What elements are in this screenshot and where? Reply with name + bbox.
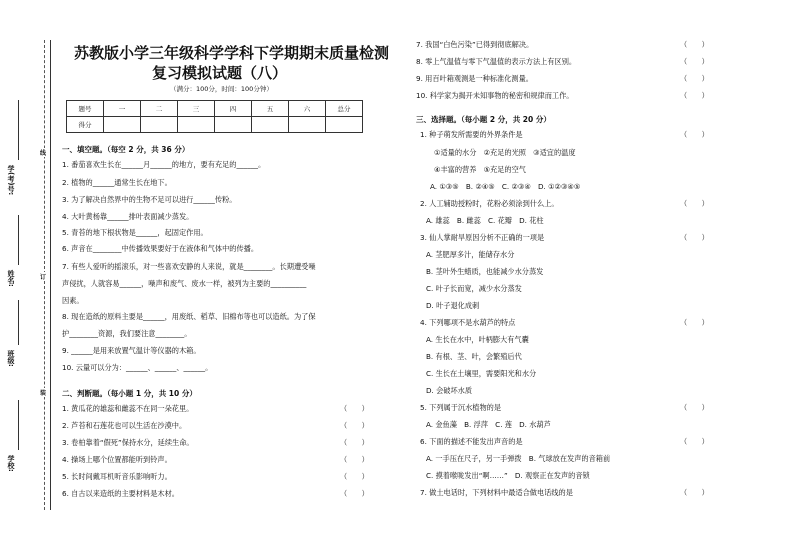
answer-parens[interactable]: （ ）: [340, 404, 369, 413]
fill-question: 2. 植物的______通常生长在地下。: [62, 178, 172, 187]
answer-parens[interactable]: （ ）: [680, 130, 709, 139]
choice-option: B. 茎叶外生蜡质，也能减少水分蒸发: [426, 267, 544, 276]
binding-solid-line: [50, 40, 51, 510]
choice-option: ①适量的水分 ②充足的光照 ③适宜的温度: [434, 148, 576, 157]
choice-question: 2. 人工辅助授粉时，花粉必须涂到什么上。: [420, 199, 559, 208]
score-table-score-row: [67, 117, 363, 133]
choice-option: A. ①③⑤ B. ②④⑤ C. ②③④ D. ①②③④⑤: [430, 182, 581, 191]
choice-option: C. 叶子长而宽，减少水分蒸发: [426, 284, 522, 293]
answer-parens[interactable]: （ ）: [680, 74, 709, 83]
fill-question: 6. 声音在________中传播效果要好于在液体和气体中的传播。: [62, 244, 259, 253]
choice-option: C. 摸着喉咙发出“啊……” D. 观察正在发声的音锁: [426, 471, 590, 480]
answer-parens[interactable]: （ ）: [340, 455, 369, 464]
fill-question: 1. 番茄喜欢生长在______月______的地方，要有充足的______。: [62, 160, 266, 169]
choice-option: C. 生长在土壤里，需要阳光和水分: [426, 369, 537, 378]
score-head-cell: 二: [141, 101, 178, 117]
choice-option: A. 雄蕊 B. 雌蕊 C. 花瓣 D. 花柱: [426, 216, 544, 225]
judge-question: 5. 长时间戴耳机听音乐影响听力。: [62, 472, 172, 481]
judge-question: 4. 操场上哪个位置都能听到铃声。: [62, 455, 172, 464]
choice-question: 6. 下面的描述不能发出声音的是: [420, 437, 523, 446]
fill-question: 10. 云量可以分为：______、______、______。: [62, 363, 213, 372]
answer-parens[interactable]: （ ）: [680, 91, 709, 100]
choice-option: A. 生长在水中，叶柄膨大有气囊: [426, 335, 529, 344]
judge-question: 10. 科学家为揭开未知事物的秘密和规律而工作。: [416, 91, 574, 100]
judge-question: 6. 自古以来造纸的主要材料是木材。: [62, 489, 179, 498]
fill-question: 7. 有些人爱听的摇滚乐，对一些喜欢安静的人来说，就是________。长期遭受噪: [62, 262, 316, 271]
score-head-cell: 一: [104, 101, 141, 117]
choice-option: D. 会破坏水质: [426, 386, 473, 395]
score-cell[interactable]: [289, 117, 326, 133]
answer-parens[interactable]: （ ）: [680, 199, 709, 208]
name-blank: [18, 215, 19, 265]
id-label: 学(考)号:: [7, 165, 15, 196]
choice-question: 1. 种子萌发所需要的外界条件是: [420, 130, 523, 139]
score-head-cell: 总分: [326, 101, 363, 117]
score-head-cell: 五: [252, 101, 289, 117]
choice-option: A. 茎肥厚多汁，能储存水分: [426, 250, 515, 259]
answer-parens[interactable]: （ ）: [680, 233, 709, 242]
school-blank: [18, 400, 19, 450]
answer-parens[interactable]: （ ）: [680, 488, 709, 497]
binding-margin: [0, 0, 52, 548]
score-cell[interactable]: [104, 117, 141, 133]
judge-question: 8. 零上气温值与零下气温值的表示方法上有区别。: [416, 57, 577, 66]
fill-question-cont: 护________资源，我们要注意________。: [62, 329, 192, 338]
exam-subtitle: 复习模拟试题（八）: [152, 64, 288, 82]
fill-question: 8. 现在造纸的原料主要是______，用废纸、稻草、旧棉布等也可以造纸。为了保: [62, 312, 316, 321]
fill-question-cont: 因素。: [62, 296, 84, 305]
answer-parens[interactable]: （ ）: [340, 489, 369, 498]
class-label: 班级:: [7, 350, 15, 367]
fill-question-cont: 声侵扰，人就容易______，噪声和废气、废水一样，被列为主要的__________: [62, 279, 307, 288]
school-label: 学校:: [7, 455, 15, 472]
id-blank: [18, 100, 19, 160]
fill-question: 5. 青苔的地下根状物是______，起固定作用。: [62, 228, 208, 237]
choice-option: A. 金鱼藻 B. 浮萍 C. 莲 D. 水葫芦: [426, 420, 551, 429]
score-head-cell: 六: [289, 101, 326, 117]
score-cell[interactable]: [141, 117, 178, 133]
score-cell[interactable]: [326, 117, 363, 133]
score-table: [66, 100, 363, 133]
answer-parens[interactable]: （ ）: [340, 438, 369, 447]
judge-question: 1. 黄瓜花的雄蕊和雌蕊不在同一朵花里。: [62, 404, 194, 413]
score-head-cell: 四: [215, 101, 252, 117]
answer-parens[interactable]: （ ）: [680, 403, 709, 412]
answer-parens[interactable]: （ ）: [680, 57, 709, 66]
choice-question: 7. 做土电话时，下列材料中最适合做电话线的是: [420, 488, 573, 497]
judge-question: 7. 我国“白色污染”已得到彻底解决。: [416, 40, 534, 49]
choice-option: A. 一手压在尺子，另一手弹拨 B. 气球放在发声的音箱前: [426, 454, 611, 463]
bind-mark-ding: 订: [40, 274, 47, 281]
fill-question: 9. ______是用来放置气温计等仪器的木箱。: [62, 346, 201, 355]
judge-question: 3. 卷柏靠着“假死”保持水分，延续生命。: [62, 438, 194, 447]
answer-parens[interactable]: （ ）: [340, 472, 369, 481]
exam-note: （满分：100分，时间：100分钟）: [170, 85, 273, 93]
score-head-cell: 题号: [67, 101, 104, 117]
score-head-cell: 三: [178, 101, 215, 117]
exam-title: 苏教版小学三年级科学学科下学期期末质量检测: [74, 44, 390, 62]
section2-title: 二、判断题。（每小题 1 分，共 10 分）: [62, 389, 197, 398]
score-row-label: 得分: [67, 117, 104, 133]
answer-parens[interactable]: （ ）: [680, 40, 709, 49]
judge-question: 9. 用百叶箱观测是一种标准化测量。: [416, 74, 533, 83]
section3-title: 三、选择题。（每小题 2 分，共 20 分）: [416, 115, 551, 124]
choice-option: ④丰富的营养 ⑤充足的空气: [434, 165, 526, 174]
class-blank: [18, 300, 19, 345]
bind-mark-zhuang: 装: [40, 390, 47, 397]
score-table-head-row: [67, 101, 363, 117]
answer-parens[interactable]: （ ）: [680, 318, 709, 327]
fill-question: 4. 大叶黄杨靠______排叶表面减少蒸发。: [62, 212, 194, 221]
choice-question: 5. 下列属于沉水植物的是: [420, 403, 502, 412]
judge-question: 2. 芦苔和石莲花也可以生活在沙漠中。: [62, 421, 187, 430]
choice-question: 3. 仙人掌耐旱原因分析不正确的一项是: [420, 233, 545, 242]
choice-option: B. 有根、茎、叶，会繁殖后代: [426, 352, 522, 361]
fill-question: 3. 为了解决自然界中的生物不足可以进行______传粉。: [62, 195, 237, 204]
name-label: 姓名:: [7, 270, 15, 287]
bind-mark-line: 线: [40, 150, 47, 157]
answer-parens[interactable]: （ ）: [680, 437, 709, 446]
choice-question: 4. 下列哪项不是水葫芦的特点: [420, 318, 516, 327]
score-cell[interactable]: [252, 117, 289, 133]
score-cell[interactable]: [178, 117, 215, 133]
choice-option: D. 叶子退化成刺: [426, 301, 480, 310]
answer-parens[interactable]: （ ）: [340, 421, 369, 430]
section1-title: 一、填空题。（每空 2 分，共 36 分）: [62, 145, 190, 154]
score-cell[interactable]: [215, 117, 252, 133]
